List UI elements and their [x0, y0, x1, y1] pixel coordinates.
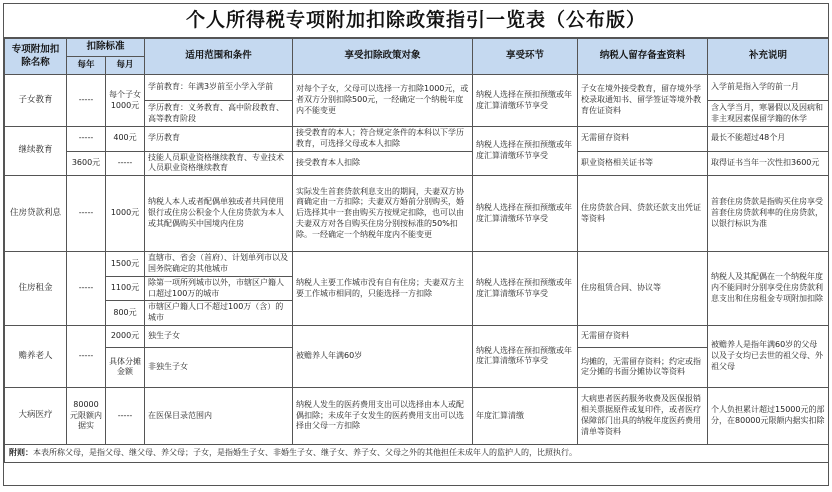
documents-text: 无需留存资料 — [578, 325, 708, 347]
monthly-value: 1500元 — [106, 252, 145, 277]
monthly-value: 每个子女1000元 — [106, 75, 145, 127]
table-row — [5, 252, 829, 277]
scope-text: 独生子女 — [145, 325, 293, 347]
recipient-text: 实际发生首套贷款利息支出的期间，夫妻双方协商确定由一方扣除；夫妻双方婚前分别购买，婚后选择其中一套由购买方按规定扣除，也可以由夫妻双方对各自购买住房分别按标准的50%扣除。一经确定一个纳税年度内不能变更 — [293, 176, 473, 252]
yearly-value: 3600元 — [67, 151, 106, 176]
monthly-value: 400元 — [106, 127, 145, 152]
recipient-text: 被赡养人年满60岁 — [293, 325, 473, 387]
scope-text: 除第一项所列城市以外，市辖区户籍人口超过100万的城市 — [145, 276, 293, 301]
documents-text: 职业资格相关证书等 — [578, 151, 708, 176]
yearly-value: ----- — [67, 75, 106, 127]
scope-text: 在医保目录范围内 — [145, 387, 293, 444]
documents-text: 住房租赁合同、协议等 — [578, 252, 708, 326]
table-row — [5, 387, 829, 444]
yearly-value: ----- — [67, 325, 106, 387]
timing-text: 纳税人选择在预扣预缴或年度汇算清缴环节享受 — [473, 75, 578, 127]
notes-text: 取得证书当年一次性扣3600元 — [708, 151, 829, 176]
item-name: 继续教育 — [5, 127, 67, 176]
monthly-value: 具体分摊金额 — [106, 347, 145, 387]
policy-sheet — [3, 3, 829, 486]
footnote-text: 本表所称父母，是指父母、继父母、养父母；子女，是指婚生子女、非婚生子女、继子女、养子女、父母之外的其他担任未成年人的监护人的，比照执行。 — [33, 448, 577, 458]
header-recipient: 享受扣除政策对象 — [293, 39, 473, 75]
header-notes: 补充说明 — [708, 39, 829, 75]
scope-text: 市辖区户籍人口不超过100万（含）的城市 — [145, 301, 293, 326]
scope-text: 直辖市、省会（首府）、计划单列市以及国务院确定的其他城市 — [145, 252, 293, 277]
footnote — [5, 444, 829, 462]
notes-text: 入学前是指入学的前一月 — [708, 75, 829, 101]
footnote-label: 附则： — [9, 448, 33, 458]
item-name: 赡养老人 — [5, 325, 67, 387]
notes-text: 个人负担累计超过15000元的部分，在80000元限额内据实扣除 — [708, 387, 829, 444]
header-item-name: 专项附加扣除名称 — [5, 39, 67, 75]
scope-text: 学历教育 — [145, 127, 293, 152]
timing-text: 纳税人选择在预扣预缴或年度汇算清缴环节享受 — [473, 176, 578, 252]
documents-text: 大病患者医药服务收费及医保报销相关票据原件或复印件，或者医疗保障部门出具的纳税年度医药费用清单等资料 — [578, 387, 708, 444]
recipient-text: 纳税人发生的医药费用支出可以选择由本人或配偶扣除；未成年子女发生的医药费用支出可以选择由父母一方扣除 — [293, 387, 473, 444]
deduction-table — [4, 38, 829, 463]
documents-text: 无需留存资料 — [578, 127, 708, 152]
notes-text: 被赡养人是指年满60岁的父母以及子女均已去世的祖父母、外祖父母 — [708, 325, 829, 387]
header-timing: 享受环节 — [473, 39, 578, 75]
table-row — [5, 127, 829, 152]
item-name: 住房租金 — [5, 252, 67, 326]
monthly-value: 800元 — [106, 301, 145, 326]
scope-text: 学历教育：义务教育、高中阶段教育、高等教育阶段 — [145, 101, 293, 127]
timing-text: 年度汇算清缴 — [473, 387, 578, 444]
timing-text: 纳税人选择在预扣预缴或年度汇算清缴环节享受 — [473, 252, 578, 326]
header-yearly: 每年 — [67, 57, 106, 75]
table-row — [5, 325, 829, 347]
recipient-text: 对每个子女，父母可以选择一方扣除1000元，或者双方分别扣除500元，一经确定一个纳税年度内不能变更 — [293, 75, 473, 127]
monthly-value: 1000元 — [106, 176, 145, 252]
table-row — [5, 151, 829, 176]
scope-text: 技能人员职业资格继续教育、专业技术人员职业资格继续教育 — [145, 151, 293, 176]
documents-text: 子女在境外接受教育，留存境外学校录取通知书、留学签证等境外教育佐证资料 — [578, 75, 708, 127]
monthly-value: 1100元 — [106, 276, 145, 301]
scope-text: 纳税人本人或者配偶单独或者共同使用银行或住房公积金个人住房贷款为本人或其配偶购买中国境内住房 — [145, 176, 293, 252]
scope-text: 学前教育：年满3岁前至小学入学前 — [145, 75, 293, 101]
recipient-text: 纳税人主要工作城市没有自有住房；夫妻双方主要工作城市相同的，只能选择一方扣除 — [293, 252, 473, 326]
notes-text: 最长不能超过48个月 — [708, 127, 829, 152]
yearly-value: ----- — [67, 176, 106, 252]
page-title: 个人所得税专项附加扣除政策指引一览表（公布版） — [4, 4, 828, 38]
item-name: 住房贷款利息 — [5, 176, 67, 252]
header-documents: 纳税人留存备查资料 — [578, 39, 708, 75]
timing-text: 纳税人选择在预扣预缴或年度汇算清缴环节享受 — [473, 127, 578, 176]
notes-text: 首套住房贷款是指购买住房享受首套住房贷款利率的住房贷款，以银行标识为准 — [708, 176, 829, 252]
header-monthly: 每月 — [106, 57, 145, 75]
header-standard: 扣除标准 — [67, 39, 145, 57]
scope-text: 非独生子女 — [145, 347, 293, 387]
documents-text: 均摊的，无需留存资料；约定或指定分摊的书面分摊协议等资料 — [578, 347, 708, 387]
monthly-value: ----- — [106, 151, 145, 176]
notes-text: 纳税人及其配偶在一个纳税年度内不能同时分别享受住房贷款利息支出和住房租金专项附加扣除 — [708, 252, 829, 326]
monthly-value: ----- — [106, 387, 145, 444]
recipient-text: 接受教育本人扣除 — [293, 151, 473, 176]
item-name: 子女教育 — [5, 75, 67, 127]
timing-text: 纳税人选择在预扣预缴或年度汇算清缴环节享受 — [473, 325, 578, 387]
table-row — [5, 75, 829, 101]
item-name: 大病医疗 — [5, 387, 67, 444]
yearly-value: ----- — [67, 252, 106, 326]
monthly-value: 2000元 — [106, 325, 145, 347]
recipient-text: 接受教育的本人；符合规定条件的本科以下学历教育，可选择父母或本人扣除 — [293, 127, 473, 152]
documents-text: 住房贷款合同、贷款还款支出凭证等资料 — [578, 176, 708, 252]
footnote-row — [5, 444, 829, 462]
yearly-value: 80000元限额内据实 — [67, 387, 106, 444]
header-row — [5, 39, 829, 57]
table-row — [5, 176, 829, 252]
yearly-value: ----- — [67, 127, 106, 152]
header-scope: 适用范围和条件 — [145, 39, 293, 75]
notes-text: 含入学当月，寒暑假以及因病和非主观因素保留学籍的休学 — [708, 101, 829, 127]
